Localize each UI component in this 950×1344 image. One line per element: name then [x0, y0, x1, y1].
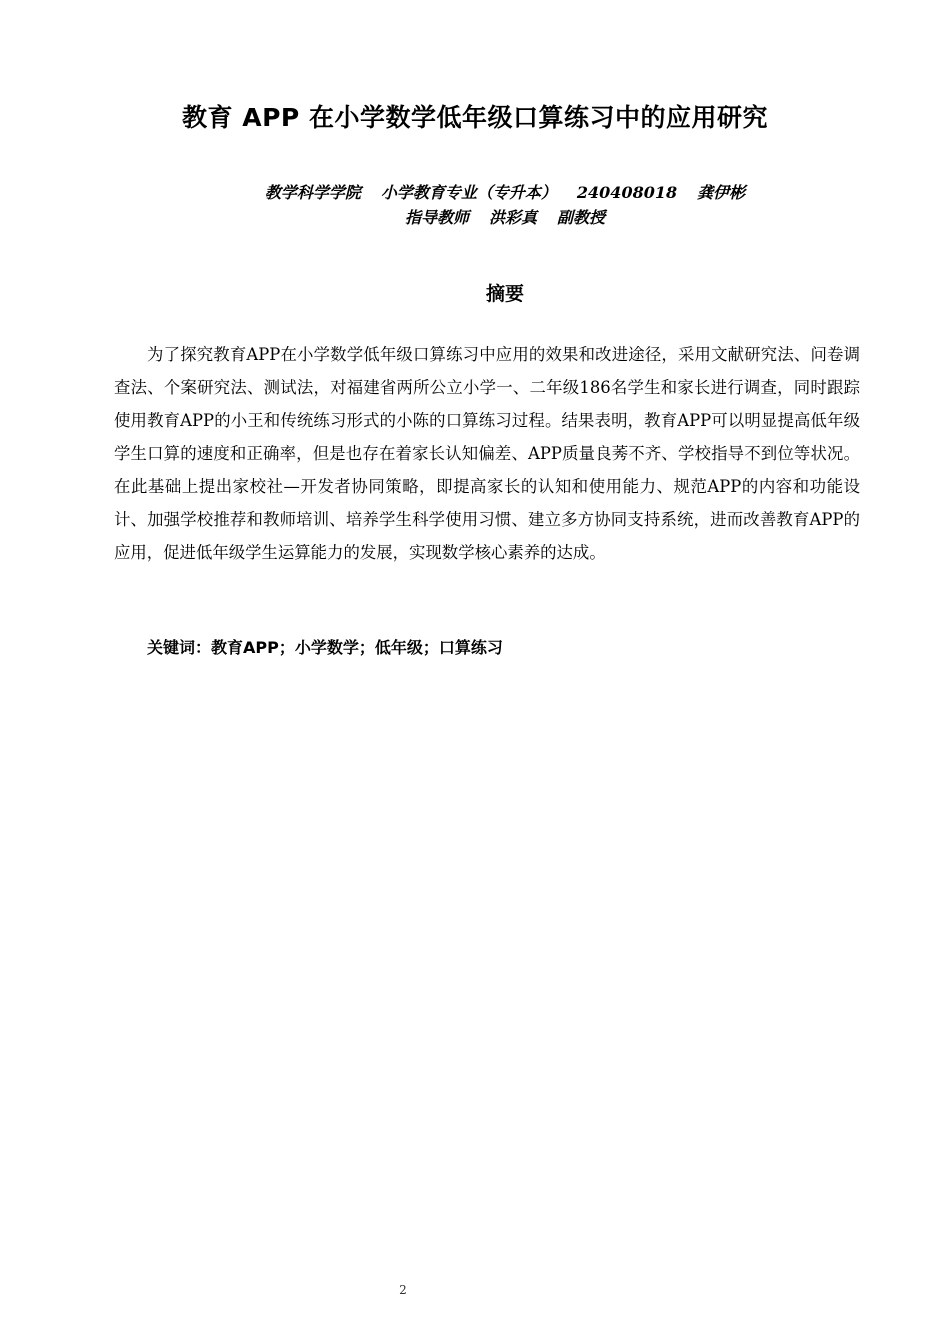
page-number: 2	[399, 1283, 407, 1297]
author-college: 教学科学学院	[264, 183, 361, 202]
author-student-id: 240408018	[576, 183, 678, 202]
advisor-title: 副教授	[557, 208, 606, 227]
author-info-line	[0, 180, 950, 203]
advisor-info-line	[0, 205, 950, 228]
author-major: 小学教育专业（专升本）	[380, 183, 557, 202]
advisor-label: 指导教师	[404, 208, 469, 227]
paper-title: 教育 APP 在小学数学低年级口算练习中的应用研究	[182, 103, 768, 132]
advisor-name: 洪彩真	[488, 208, 537, 227]
keywords-line: 关键词：教育APP；小学数学；低年级；口算练习	[147, 638, 503, 657]
abstract-heading: 摘要	[485, 283, 524, 305]
abstract-body: 为了探究教育APP在小学数学低年级口算练习中应用的效果和改进途径，采用文献研究法、问卷调查法、个案研究法、测试法，对福建省两所公立小学一、二年级186名学生和家长进行调查，同时跟踪使用教育APP的小王和传统练习形式的小陈的口算练习过程。结果表明，教育APP可以明显提高低年级学生口算的速度和正确率，但是也存在着家长认知偏差、APP质量良莠不齐、学校指导不到位等状况。在此基础上提出家校社—开发者协同策略，即提高家长的认知和使用能力、规范APP的内容和功能设计、加强学校推荐和教师培训、培养学生科学使用习惯、建立多方协同支持系统，进而改善教育APP的应用，促进低年级学生运算能力的发展，实现数学核心素养的达成。	[114, 345, 860, 562]
author-name: 龚伊彬	[697, 183, 746, 202]
